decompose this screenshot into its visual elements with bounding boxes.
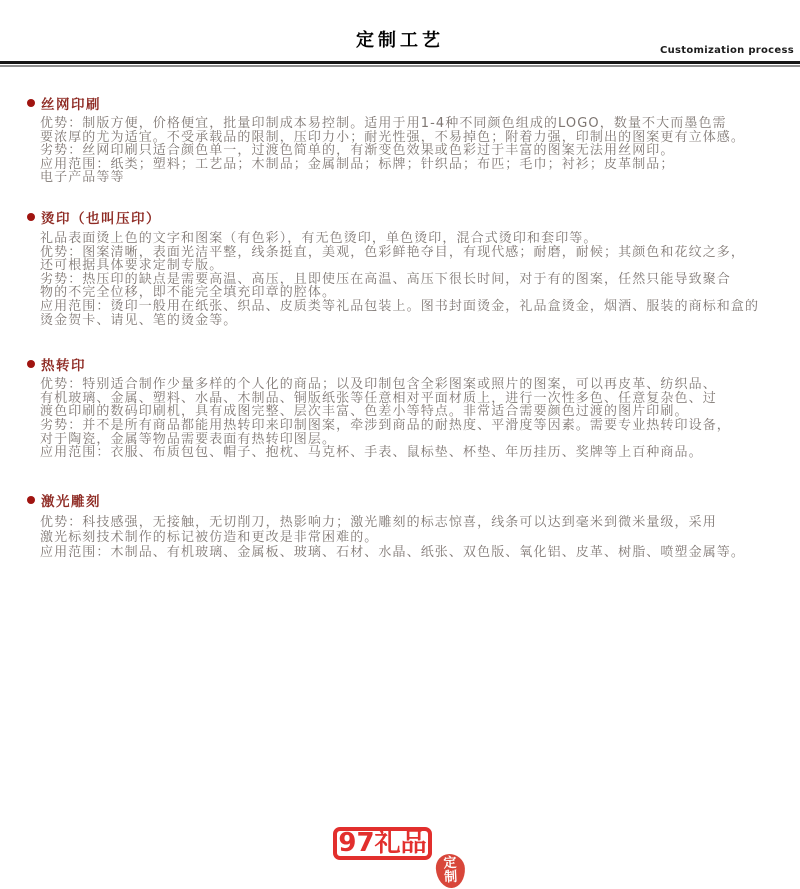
section-text (40, 117, 776, 185)
bullet-icon (27, 360, 35, 368)
section-hot-stamping (27, 210, 776, 327)
section-silk-screen-printing (27, 95, 776, 185)
text-line: 烫金贺卡、请见、笔的烫金等。 (40, 312, 238, 328)
stamp-char-bottom: 制 (443, 869, 458, 886)
text-line: 电子产品等等 (40, 170, 125, 186)
text-line: 优势：特别适合制作少量多样的个人化的商品；以及印制包含全彩图案或照片的图案，可以再皮革、纺织品、 (40, 377, 717, 393)
text-line: 物的不完全位移，即不能完全填充印章的腔体。 (40, 285, 337, 301)
section-text (40, 232, 776, 327)
section-heading (27, 493, 776, 511)
text-line: 应用范围：衣服、布质包包、帽子、抱枕、马克杯、手表、鼠标垫、杯垫、年历挂历、奖牌等上百种商品。 (40, 445, 703, 461)
text-line: 礼品表面烫上色的文字和图案（有色彩），有无色烫印，单色烫印，混合式烫印和套印等。 (40, 230, 598, 246)
text-line: 要浓厚的尤为适宜。不受承载品的限制，压印力小；耐光性强，不易掉色；附着力强，印制出的图案更有立体感。 (40, 129, 746, 145)
header-divider (0, 61, 800, 67)
text-line: 优势：科技感强，无接触，无切削刀，热影响力；激光雕刻的标志惊喜，线条可以达到毫米到微米量级，采用 (40, 514, 717, 530)
section-laser-engraving (27, 493, 776, 561)
section-heading (27, 95, 776, 113)
text-line: 劣势：丝网印刷只适合颜色单一，过渡色简单的，有渐变色效果或色彩过于丰富的图案无法用丝网印。 (40, 143, 675, 159)
text-line: 劣势：并不是所有商品都能用热转印来印制图案，牵涉到商品的耐热度、平滑度等因素。需要专业热转印设备， (40, 417, 731, 433)
section-heat-transfer (27, 356, 776, 460)
page-subtitle: Customization process (659, 45, 794, 56)
section-title: 激光雕刻 (41, 494, 101, 511)
text-line: 应用范围：烫印一般用在纸张、织品、皮质类等礼品包装上。图书封面烫金，礼品盒烫金，烟酒、服装的商标和盒的 (40, 298, 760, 314)
stamp-char-top: 定 (443, 855, 458, 872)
section-title: 热转印 (41, 357, 86, 374)
text-line: 劣势：热压印的缺点是需要高温、高压，且即使压在高温、高压下很长时间，对于有的图案，任然只能导致聚合 (40, 271, 731, 287)
text-line: 有机玻璃、金属、塑料、水晶、木制品、铜版纸张等任意相对平面材质上，进行一次性多色、任意复杂色、过 (40, 390, 717, 406)
divider-thin-line (0, 65, 800, 67)
text-line: 优势：制版方便，价格便宜，批量印制成本易控制。适用于用1-4种不同颜色组成的LOGO，数量不大而墨色需 (40, 116, 727, 131)
section-heading (27, 210, 776, 228)
text-line: 激光标刻技术制作的标记被仿造和更改是非常困难的。 (40, 529, 379, 545)
section-title: 烫印（也叫压印） (41, 211, 161, 228)
text-line: 渡色印刷的数码印刷机，具有成图完整、层次丰富、色差小等特点。非常适合需要颜色过渡的图片印刷。 (40, 404, 689, 420)
stamp-icon (435, 854, 466, 889)
text-line: 还可根据具体要求定制专版。 (40, 258, 224, 274)
page-title: 定制工艺 (356, 30, 444, 51)
watermark-logo: 97礼品 (333, 827, 432, 860)
section-heading (27, 356, 776, 374)
bullet-icon (27, 496, 35, 504)
page-header (0, 0, 800, 67)
bullet-icon (27, 99, 35, 107)
bullet-icon (27, 213, 35, 221)
text-line: 对于陶瓷，金属等物品需要表面有热转印图层。 (40, 431, 337, 447)
text-line: 应用范围：纸类；塑料；工艺品；木制品；金属制品；标牌；针织品；布匹；毛巾；衬衫；皮革制品； (40, 156, 675, 172)
text-line: 应用范围：木制品、有机玻璃、金属板、玻璃、石材、水晶、纸张、双色版、氧化铝、皮革、树脂、喷塑金属等。 (40, 545, 746, 561)
section-text (40, 515, 776, 561)
text-line: 优势：图案清晰，表面光洁平整，线条挺直，美观，色彩鲜艳夺目，有现代感；耐磨，耐候；其颜色和花纹之多， (40, 244, 746, 260)
section-text (40, 378, 776, 460)
section-title: 丝网印刷 (41, 96, 101, 113)
document-body (0, 95, 800, 560)
